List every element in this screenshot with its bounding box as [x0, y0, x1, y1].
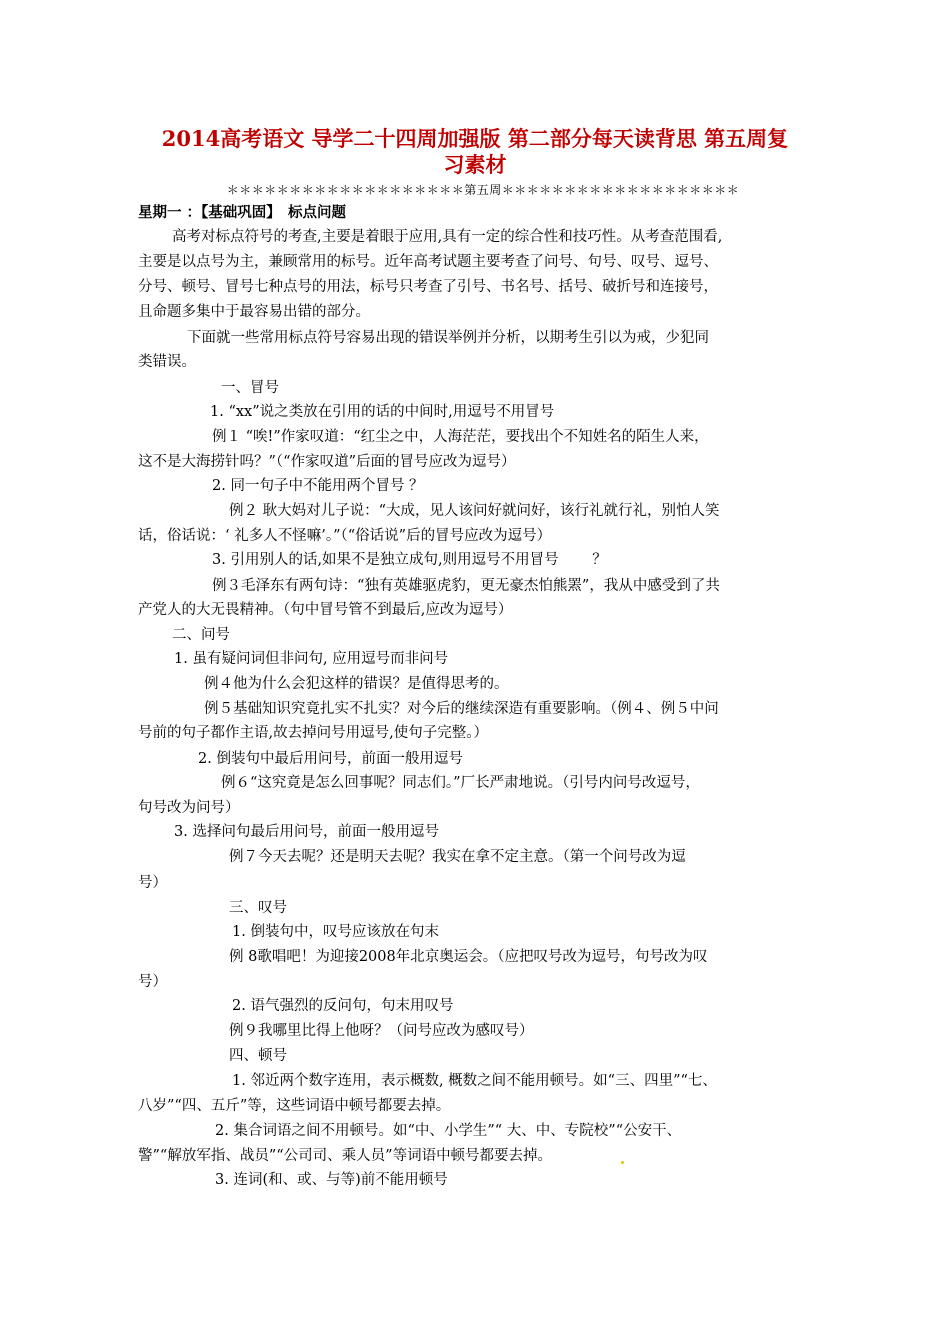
- text-line: 例２ 耿大妈对儿子说：“大成，见人该问好就问好，该行礼就行礼，别怕人笑: [229, 503, 720, 519]
- text-line: 产党人的大无畏精神。（句中冒号管不到最后,应改为逗号）: [138, 602, 513, 618]
- text-line: 号前的句子都作主语,故去掉问号用逗号,使句子完整。）: [138, 725, 488, 741]
- text-line: 这不是大海捞针吗？”（“作家叹道”后面的冒号应改为逗号）: [138, 454, 516, 470]
- text-line: 1. 倒装句中，叹号应该放在句末: [232, 924, 439, 940]
- text-line: 号）: [138, 974, 167, 990]
- text-line: 2. 倒装句中最后用问号，前面一般用逗号: [198, 751, 463, 767]
- text-line: 且命题多集中于最容易出错的部分。: [138, 304, 370, 320]
- text-line: 1. 邻近两个数字连用，表示概数, 概数之间不能用顿号。如“三、四里”“七、: [232, 1073, 717, 1089]
- week-separator: ＊＊＊＊＊＊＊＊＊＊＊＊＊＊＊＊＊＊＊第五周＊＊＊＊＊＊＊＊＊＊＊＊＊＊＊＊＊＊＊: [226, 183, 740, 197]
- text-line: 3. 选择问句最后用问号，前面一般用逗号: [174, 824, 439, 840]
- text-line: 句号改为问号）: [138, 800, 240, 816]
- text-line: 分号、顿号、冒号七种点号的用法，标号只考查了引号、书名号、括号、破折号和连接号，: [138, 279, 718, 295]
- text-line: 2. 语气强烈的反问句，句末用叹号: [232, 998, 454, 1014]
- text-line: 二、问号: [172, 627, 230, 643]
- text-line: 例７今天去呢？还是明天去呢？我实在拿不定主意。（第一个问号改为逗: [229, 849, 686, 865]
- text-line: 例４他为什么会犯这样的错误？是值得思考的。: [204, 676, 509, 692]
- text-line: 2. 同一句子中不能用两个冒号 ？: [212, 478, 424, 494]
- text-line: 例 8歌唱吧！为迎接2008年北京奥运会。（应把叹号改为逗号，句号改为叹: [229, 949, 708, 965]
- text-line: 话，俗话说：‘ 礼多人不怪嘛’。”（“俗话说”后的冒号应改为逗号）: [138, 528, 552, 544]
- text-line: 例３毛泽东有两句诗：“独有英雄驱虎豹，更无豪杰怕熊罴”，我从中感受到了共: [212, 578, 720, 594]
- text-line: 1. 虽有疑问词但非问句, 应用逗号而非问号: [174, 651, 449, 667]
- text-line: 高考对标点符号的考查,主要是着眼于应用,具有一定的综合性和技巧性。从考查范围看,: [172, 229, 723, 245]
- text-line: 类错误。: [138, 354, 196, 370]
- text-line: 2. 集合词语之间不用顿号。如“中、小学生”“ 大、中、专院校”“公安干、: [215, 1123, 682, 1139]
- text-line: 一、冒号: [221, 380, 279, 396]
- section-heading: 星期一 ：【基础巩固】 标点问题: [138, 204, 347, 221]
- text-line: 四、顿号: [229, 1048, 287, 1064]
- text-line: 3. 引用别人的话,如果不是独立成句,则用逗号不用冒号 ？: [212, 552, 607, 568]
- text-line: 3. 连词(和、或、与等)前不能用顿号: [215, 1172, 448, 1188]
- document-title-line-2: 习素材: [443, 152, 507, 177]
- text-line: 例５基础知识究竟扎实不扎实？对今后的继续深造有重要影响。（例４、例５中问: [204, 701, 719, 717]
- text-line: 八岁”“四、五斤”等，这些词语中顿号都要去掉。: [138, 1098, 451, 1114]
- text-line: 警”“解放军指、战员”“公司司、乘人员”等词语中顿号都要去掉。: [138, 1148, 553, 1164]
- text-line: 1. “xx”说之类放在引用的话的中间时,用逗号不用冒号: [210, 404, 555, 420]
- stray-dot: [621, 1161, 624, 1164]
- document-title-line-1: 2014高考语文 导学二十四周加强版 第二部分每天读背思 第五周复: [161, 126, 789, 151]
- text-line: 三、叹号: [229, 900, 287, 916]
- text-line: 例９我哪里比得上他呀？（问号应改为感叹号）: [229, 1023, 534, 1039]
- text-line: 例１ “唉!”作家叹道：“红尘之中，人海茫茫，要找出个不知姓名的陌生人来，: [212, 429, 709, 445]
- text-line: 号）: [138, 875, 167, 891]
- text-line: 下面就一些常用标点符号容易出现的错误举例并分析，以期考生引以为戒，少犯同: [187, 330, 709, 346]
- text-line: 主要是以点号为主，兼顾常用的标号。近年高考试题主要考查了问号、句号、叹号、逗号、: [138, 254, 718, 270]
- text-line: 例６“这究竟是怎么回事呢？同志们。”厂长严肃地说。（引号内问号改逗号，: [221, 775, 700, 791]
